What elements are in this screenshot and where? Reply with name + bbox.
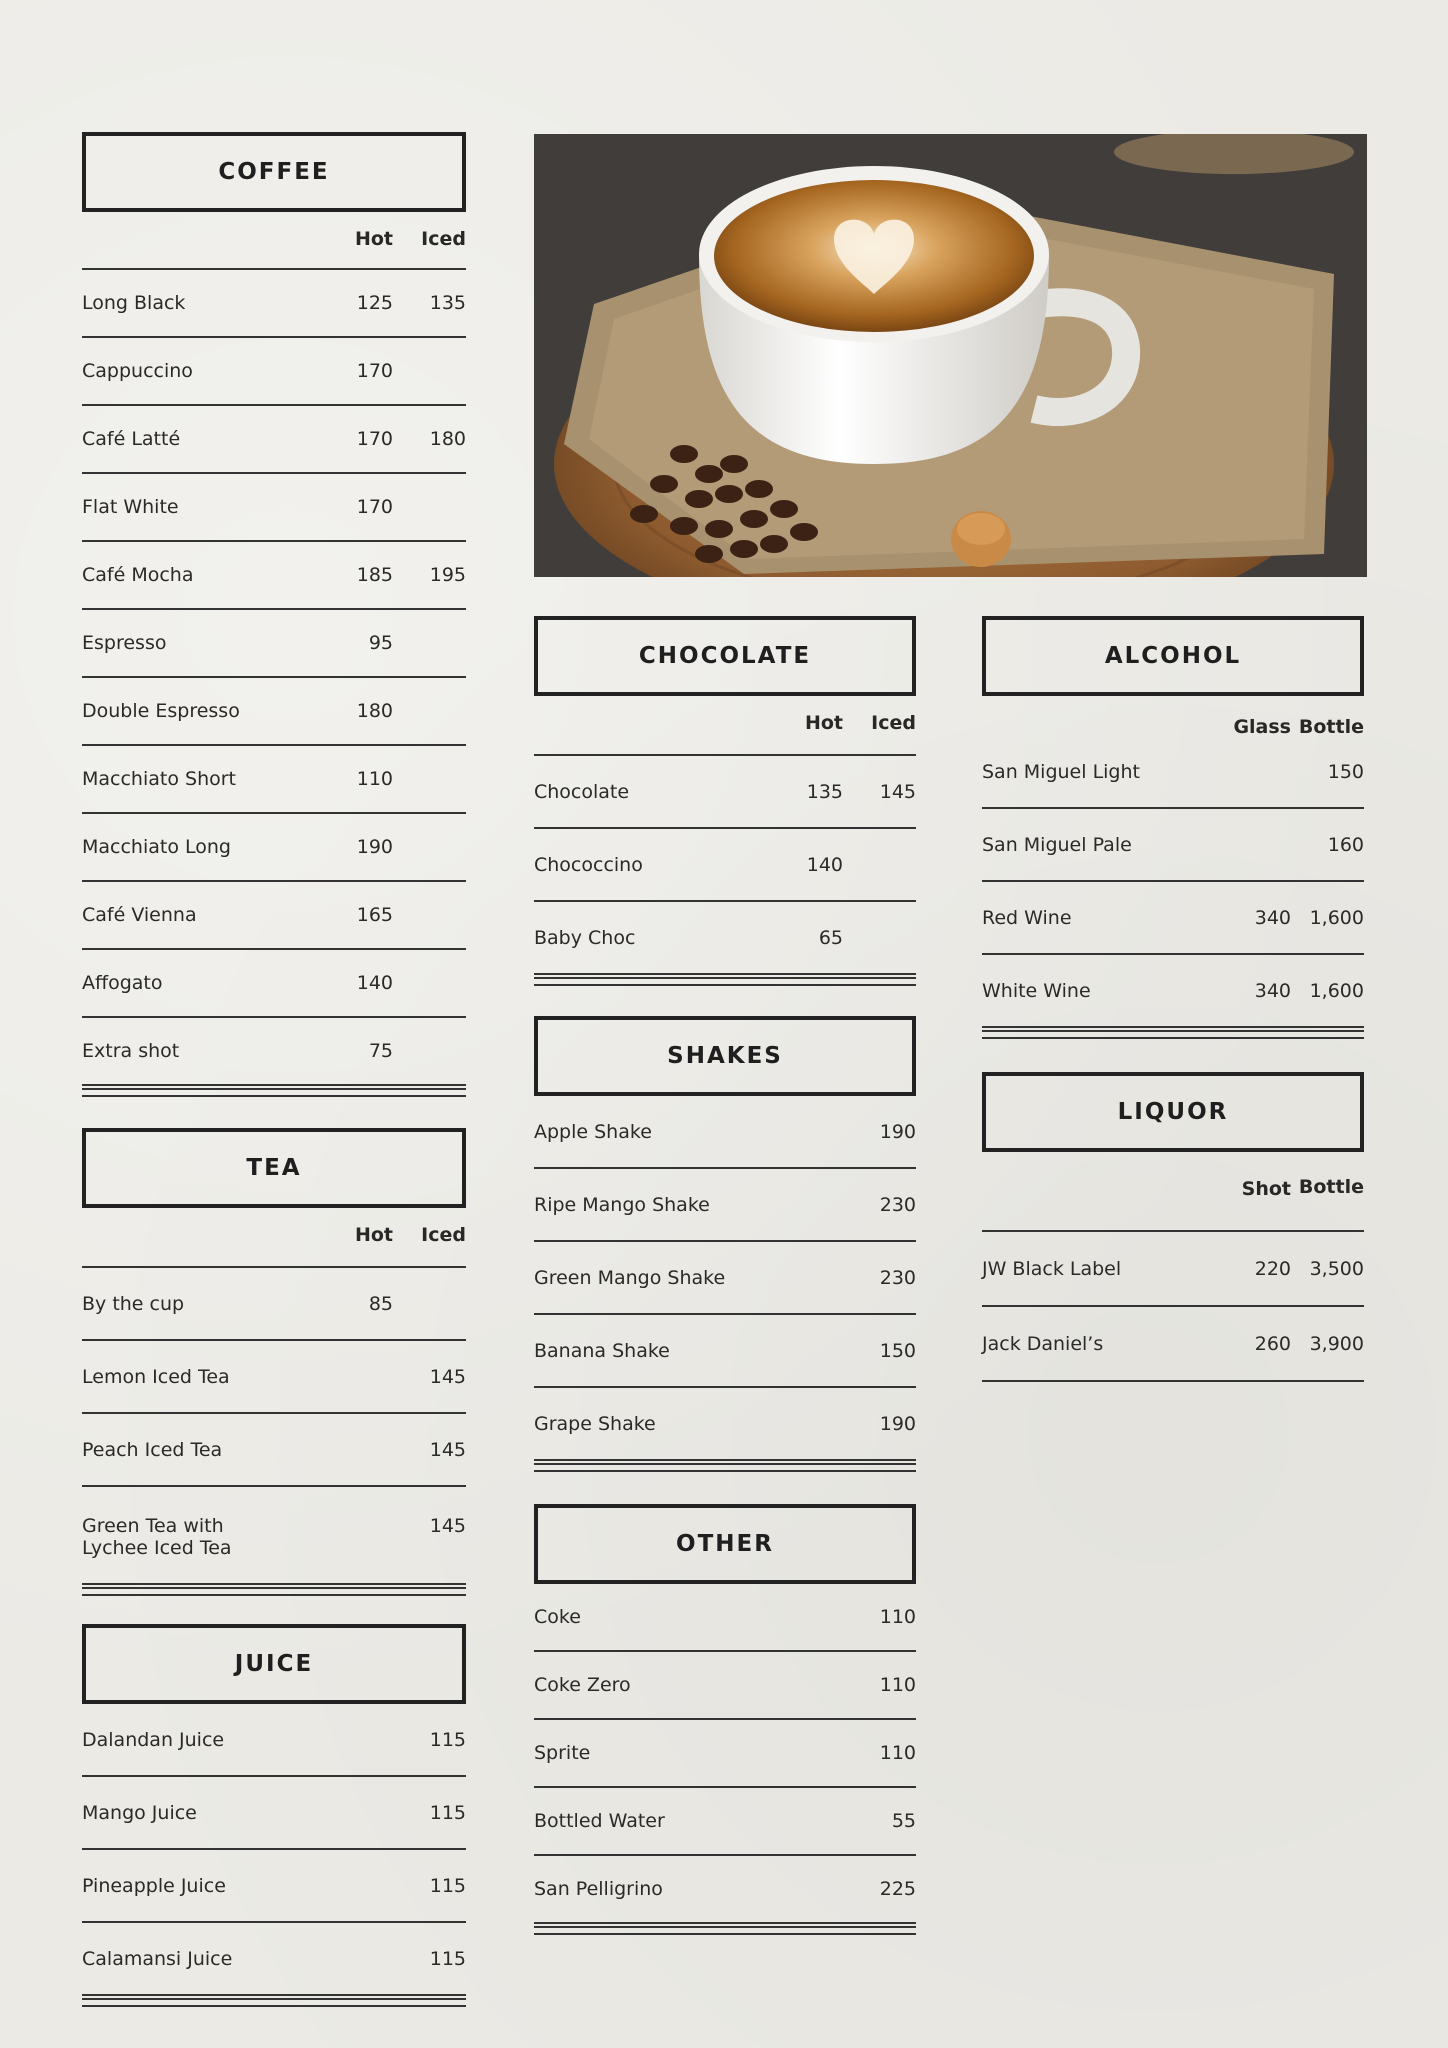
item-price-hot: 125 xyxy=(356,292,393,314)
item-name xyxy=(534,1340,836,1362)
shakes-end-rule xyxy=(534,1463,916,1472)
item-name xyxy=(82,360,313,382)
item-name xyxy=(534,1742,836,1764)
shakes-title: SHAKES xyxy=(534,1016,916,1096)
item-name-line: Macchiato Long xyxy=(82,836,231,858)
coffee-item xyxy=(82,338,466,406)
item-price-hot: 170 xyxy=(356,428,393,450)
item-name xyxy=(82,700,313,722)
coffee-title: COFFEE xyxy=(82,132,466,212)
item-price-hot: 180 xyxy=(356,700,393,722)
alcohol-item xyxy=(982,955,1364,1028)
item-name-line: Chococcino xyxy=(534,853,643,876)
juice-item xyxy=(82,1704,466,1777)
item-price-hot: 185 xyxy=(356,564,393,586)
tea-item xyxy=(82,1487,466,1585)
item-name-line: Mango Juice xyxy=(82,1801,197,1824)
item-price: 230 xyxy=(879,1193,916,1216)
item-name xyxy=(534,1121,836,1143)
coffee-list xyxy=(82,270,466,1097)
coffee-item xyxy=(82,542,466,610)
item-name xyxy=(82,1293,313,1315)
item-name xyxy=(534,854,763,876)
tea-list xyxy=(82,1268,466,1596)
item-price-bottle: 1,600 xyxy=(1309,906,1364,929)
item-name-line: Green Mango Shake xyxy=(534,1266,726,1289)
item-price-hot: 190 xyxy=(356,836,393,858)
item-name-line: Extra shot xyxy=(82,1040,180,1062)
item-name xyxy=(82,972,313,994)
alcohol-section xyxy=(982,616,1364,1002)
item-price: 110 xyxy=(879,1674,916,1696)
item-name-line: San Miguel Light xyxy=(982,760,1140,783)
liquor-col-bottle: Bottle xyxy=(1298,1176,1364,1198)
item-price-iced: 195 xyxy=(429,564,466,586)
item-price-bottle: 3,500 xyxy=(1309,1257,1364,1280)
tea-item xyxy=(82,1341,466,1414)
item-price-hot: 165 xyxy=(356,904,393,926)
item-name-line: Peach Iced Tea xyxy=(82,1438,223,1461)
tea-item xyxy=(82,1414,466,1487)
item-name xyxy=(82,1948,386,1970)
liquor-item xyxy=(982,1232,1364,1307)
shakes-item xyxy=(534,1315,916,1388)
juice-end-rule xyxy=(82,1998,466,2007)
item-price-bottle: 150 xyxy=(1327,760,1364,783)
item-name xyxy=(82,904,313,926)
alcohol-item xyxy=(982,882,1364,955)
item-price-iced: 180 xyxy=(429,428,466,450)
alcohol-item xyxy=(982,809,1364,882)
item-name-line: Jack Daniel’s xyxy=(982,1332,1104,1355)
coffee-end-rule xyxy=(82,1088,466,1097)
alcohol-item xyxy=(982,736,1364,809)
chocolate-header-row xyxy=(534,696,916,756)
item-name-line: Green Tea with xyxy=(82,1515,224,1537)
alcohol-col-glass: Glass xyxy=(1233,716,1291,738)
item-price: 225 xyxy=(879,1878,916,1900)
juice-list xyxy=(82,1704,466,2007)
item-name-line: San Pelligrino xyxy=(534,1878,663,1900)
shakes-item xyxy=(534,1388,916,1461)
chocolate-title: CHOCOLATE xyxy=(534,616,916,696)
item-name xyxy=(82,1366,313,1388)
liquor-title: LIQUOR xyxy=(982,1072,1364,1152)
liquor-col-shot: Shot xyxy=(1241,1178,1291,1200)
item-name xyxy=(982,1333,1211,1355)
chocolate-list xyxy=(534,756,916,986)
other-item xyxy=(534,1856,916,1924)
shakes-item xyxy=(534,1169,916,1242)
item-name xyxy=(82,1515,313,1559)
item-price-bottle: 160 xyxy=(1327,833,1364,856)
item-name xyxy=(82,496,313,518)
item-name-line: San Miguel Pale xyxy=(982,833,1132,856)
item-name-line: Chocolate xyxy=(534,780,630,803)
juice-item xyxy=(82,1923,466,1996)
other-item xyxy=(534,1584,916,1652)
coffee-item xyxy=(82,814,466,882)
other-item xyxy=(534,1788,916,1856)
tea-item xyxy=(82,1268,466,1341)
item-name xyxy=(82,768,313,790)
item-name xyxy=(982,980,1211,1002)
coffee-item xyxy=(82,270,466,338)
coffee-item xyxy=(82,610,466,678)
item-name xyxy=(82,428,313,450)
item-price: 190 xyxy=(879,1412,916,1435)
item-name-line: Café Latté xyxy=(82,428,181,450)
item-price-hot: 110 xyxy=(356,768,393,790)
item-price-hot: 140 xyxy=(806,853,843,876)
item-name xyxy=(534,1194,836,1216)
item-price: 115 xyxy=(429,1801,466,1824)
liquor-item xyxy=(982,1307,1364,1382)
item-price-iced: 145 xyxy=(429,1515,466,1537)
other-end-rule xyxy=(534,1926,916,1935)
item-name-line: Grape Shake xyxy=(534,1412,656,1435)
liquor-list xyxy=(982,1232,1364,1382)
alcohol-col-bottle: Bottle xyxy=(1298,716,1364,738)
tea-col-iced: Iced xyxy=(421,1224,466,1246)
item-price: 110 xyxy=(879,1606,916,1628)
item-price: 150 xyxy=(879,1339,916,1362)
item-price-hot: 95 xyxy=(368,632,393,654)
item-name-line: Long Black xyxy=(82,292,186,314)
item-price: 55 xyxy=(891,1810,916,1832)
alcohol-list xyxy=(982,736,1364,1039)
liquor-header-row xyxy=(982,1152,1364,1232)
item-price-iced: 135 xyxy=(429,292,466,314)
item-name xyxy=(82,836,313,858)
item-name-line: Banana Shake xyxy=(534,1339,670,1362)
shakes-list xyxy=(534,1096,916,1472)
chocolate-end-rule xyxy=(534,977,916,986)
item-price-hot: 170 xyxy=(356,360,393,382)
item-name xyxy=(82,1439,313,1461)
item-name-line: Macchiato Short xyxy=(82,768,236,790)
item-price-hot: 170 xyxy=(356,496,393,518)
item-name-line: Lychee Iced Tea xyxy=(82,1537,232,1559)
shakes-item xyxy=(534,1242,916,1315)
item-price: 230 xyxy=(879,1266,916,1289)
item-name xyxy=(82,1040,313,1062)
chocolate-col-hot: Hot xyxy=(804,712,843,734)
tea-col-hot: Hot xyxy=(354,1224,393,1246)
item-name xyxy=(534,1674,836,1696)
item-name-line: Sprite xyxy=(534,1742,591,1764)
coffee-cup-photo xyxy=(534,134,1367,577)
item-name-line: Flat White xyxy=(82,496,179,518)
item-name xyxy=(982,907,1211,929)
item-price: 115 xyxy=(429,1874,466,1897)
item-name-line: Bottled Water xyxy=(534,1810,665,1832)
coffee-item xyxy=(82,1018,466,1086)
item-price-hot: 65 xyxy=(818,926,843,949)
item-price-shot: 260 xyxy=(1254,1332,1291,1355)
item-price-iced: 145 xyxy=(429,1365,466,1388)
item-name xyxy=(534,1606,836,1628)
item-name xyxy=(982,761,1211,783)
coffee-section xyxy=(82,132,466,1062)
tea-header-row xyxy=(82,1208,466,1268)
item-name-line: By the cup xyxy=(82,1292,185,1315)
coffee-item xyxy=(82,746,466,814)
alcohol-header-row xyxy=(982,696,1364,736)
item-price-hot: 135 xyxy=(806,780,843,803)
item-price-bottle: 1,600 xyxy=(1309,979,1364,1002)
item-price-shot: 220 xyxy=(1254,1257,1291,1280)
chocolate-section xyxy=(534,616,916,949)
item-name-line: Coke Zero xyxy=(534,1674,631,1696)
coffee-item xyxy=(82,474,466,542)
item-name-line: Café Vienna xyxy=(82,904,197,926)
tea-section xyxy=(82,1128,466,1559)
item-price-iced: 145 xyxy=(429,1438,466,1461)
item-price-bottle: 3,900 xyxy=(1309,1332,1364,1355)
item-name-line: Lemon Iced Tea xyxy=(82,1365,230,1388)
item-name xyxy=(534,1267,836,1289)
item-price-glass: 340 xyxy=(1254,906,1291,929)
coffee-item xyxy=(82,406,466,474)
item-price-iced: 145 xyxy=(879,780,916,803)
other-section xyxy=(534,1504,916,1900)
juice-title: JUICE xyxy=(82,1624,466,1704)
item-name-line: JW Black Label xyxy=(982,1257,1122,1280)
alcohol-title: ALCOHOL xyxy=(982,616,1364,696)
other-list xyxy=(534,1584,916,1935)
item-name-line: Cappuccino xyxy=(82,360,193,382)
chocolate-item xyxy=(534,756,916,829)
item-name-line: Affogato xyxy=(82,972,163,994)
item-name xyxy=(534,927,763,949)
item-name-line: White Wine xyxy=(982,979,1091,1002)
liquor-section xyxy=(982,1072,1364,1355)
alcohol-end-rule xyxy=(982,1030,1364,1039)
other-item xyxy=(534,1652,916,1720)
item-price: 190 xyxy=(879,1120,916,1143)
juice-item xyxy=(82,1777,466,1850)
item-name xyxy=(82,564,313,586)
item-name-line: Baby Choc xyxy=(534,926,636,949)
item-name xyxy=(82,292,313,314)
item-name-line: Café Mocha xyxy=(82,564,194,586)
item-name-line: Calamansi Juice xyxy=(82,1947,233,1970)
item-price-hot: 75 xyxy=(368,1040,393,1062)
juice-item xyxy=(82,1850,466,1923)
coffee-item xyxy=(82,678,466,746)
item-name-line: Dalandan Juice xyxy=(82,1728,225,1751)
coffee-item xyxy=(82,882,466,950)
item-name-line: Ripe Mango Shake xyxy=(534,1193,710,1216)
item-name xyxy=(82,1802,386,1824)
item-name xyxy=(82,632,313,654)
item-name-line: Espresso xyxy=(82,632,167,654)
tea-title: TEA xyxy=(82,1128,466,1208)
item-name-line: Apple Shake xyxy=(534,1120,652,1143)
juice-section xyxy=(82,1624,466,1970)
chocolate-item xyxy=(534,902,916,975)
latte-illustration xyxy=(534,134,1367,577)
item-name-line: Pineapple Juice xyxy=(82,1874,226,1897)
coffee-header-row xyxy=(82,212,466,270)
item-name xyxy=(534,781,763,803)
item-price: 115 xyxy=(429,1947,466,1970)
item-price-glass: 340 xyxy=(1254,979,1291,1002)
item-price: 115 xyxy=(429,1728,466,1751)
chocolate-item xyxy=(534,829,916,902)
chocolate-col-iced: Iced xyxy=(871,712,916,734)
item-name xyxy=(534,1413,836,1435)
item-price-hot: 140 xyxy=(356,972,393,994)
other-title: OTHER xyxy=(534,1504,916,1584)
item-name xyxy=(982,834,1211,856)
item-name-line: Coke xyxy=(534,1606,581,1628)
item-price-hot: 85 xyxy=(368,1292,393,1315)
item-name xyxy=(82,1729,386,1751)
item-price: 110 xyxy=(879,1742,916,1764)
coffee-item xyxy=(82,950,466,1018)
coffee-col-iced: Iced xyxy=(421,228,466,250)
other-item xyxy=(534,1720,916,1788)
shakes-section xyxy=(534,1016,916,1435)
item-name-line: Red Wine xyxy=(982,906,1072,929)
shakes-item xyxy=(534,1096,916,1169)
item-name xyxy=(534,1810,836,1832)
item-name xyxy=(534,1878,836,1900)
item-name-line: Double Espresso xyxy=(82,700,240,722)
coffee-col-hot: Hot xyxy=(354,228,393,250)
tea-end-rule xyxy=(82,1587,466,1596)
item-name xyxy=(982,1258,1211,1280)
item-name xyxy=(82,1875,386,1897)
